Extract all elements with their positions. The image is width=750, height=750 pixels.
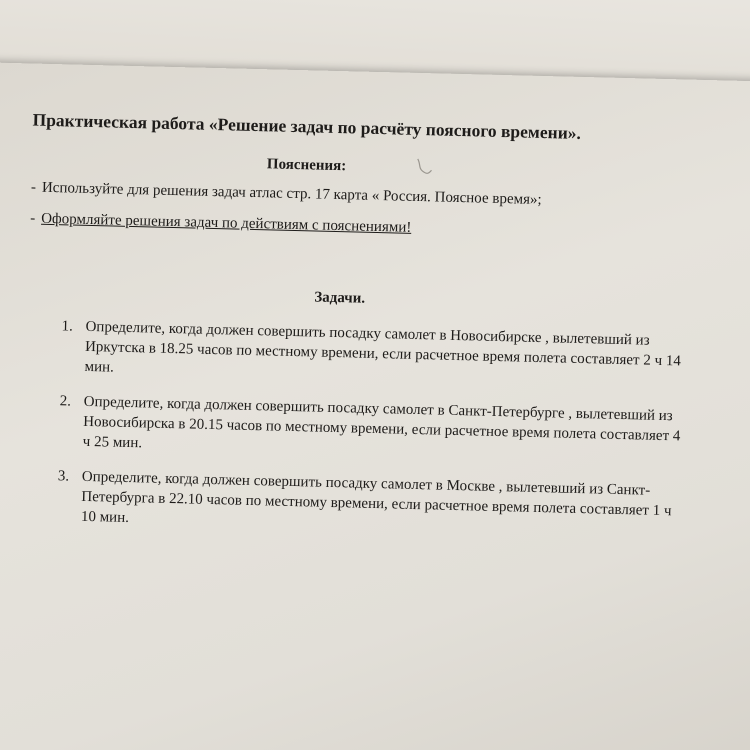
pencil-mark-icon <box>414 156 435 178</box>
task-text: Определите, когда должен совершить посадку самолет в Новосибирске , вылетевший из Иркутска в 18.25 часов по местному времени, если расчетное время полета составляет 2 ч 14 мин. <box>84 318 682 376</box>
task-number: 2. <box>59 393 72 410</box>
document-title: Практическая работа «Решение задач по расчёту поясного времени». <box>32 109 582 143</box>
task-number: 1. <box>61 318 74 335</box>
task-text: Определите, когда должен совершить посадку самолет в Москве , вылетевший из Санкт-Петербурга в 22.10 часов по местному времени, если расчетное время полета составляет 1 ч 10 мин. <box>80 468 672 527</box>
worksheet <box>22 110 732 558</box>
explanations-heading-text: Пояснения: <box>266 156 347 175</box>
task-item <box>23 465 724 542</box>
task-number: 3. <box>57 468 70 485</box>
task-item <box>25 390 726 467</box>
paper-sheet <box>0 62 750 750</box>
note-dash: - <box>29 210 36 227</box>
tasks-heading: Задачи. <box>314 289 366 307</box>
explanations-heading <box>31 151 731 185</box>
note-text: Оформляйте решения задач по действиям с пояснениями! <box>40 210 412 236</box>
note-format <box>30 211 730 245</box>
note-dash: - <box>30 179 37 196</box>
task-text: Определите, когда должен совершить посадку самолет в Санкт-Петербурге , вылетевший из Новосибирска в 20.15 часов по местному времени, если расчетное время полета составляет 4 ч 25 мин. <box>82 393 681 452</box>
task-item <box>26 315 727 392</box>
note-text: Используйте для решения задач атлас стр. 17 карта « Россия. Поясное время»; <box>41 179 542 209</box>
note-atlas <box>31 180 731 214</box>
